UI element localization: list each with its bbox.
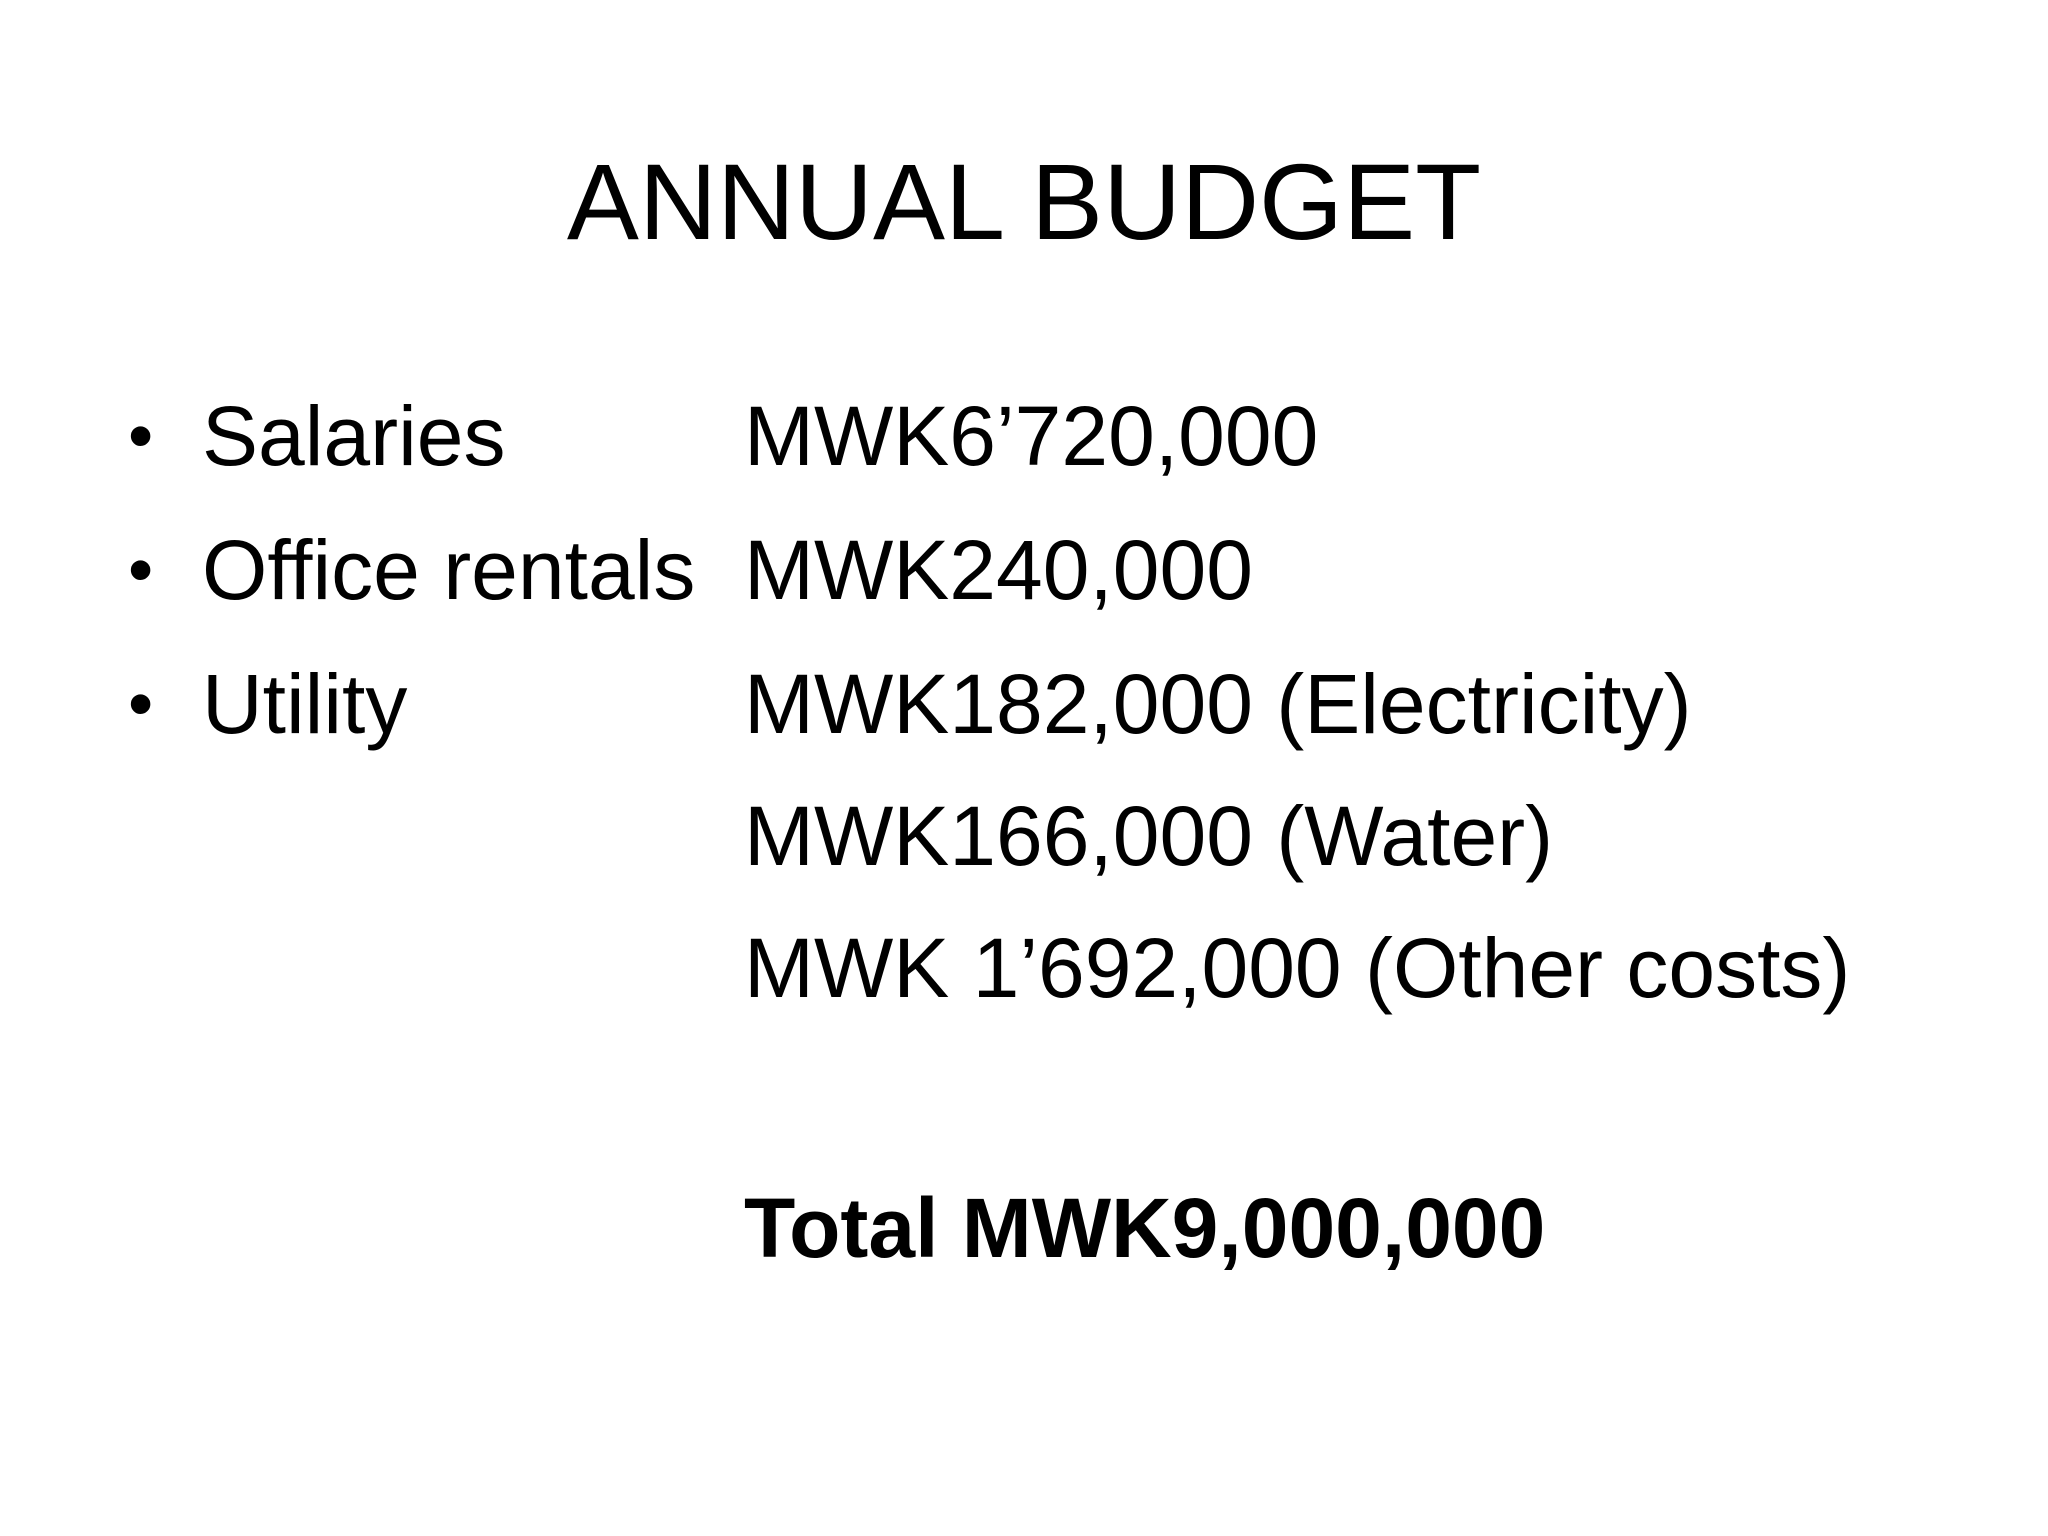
- budget-item-value: MWK182,000 (Electricity): [744, 657, 1692, 751]
- budget-subitem-value: MWK 1’692,000 (Other costs): [744, 921, 1851, 1015]
- budget-item-value: MWK6’720,000: [744, 389, 1319, 483]
- bullet-icon: •: [128, 530, 154, 610]
- slide-title: ANNUAL BUDGET: [566, 141, 1482, 262]
- budget-item-label: Office rentals: [202, 523, 696, 617]
- budget-total: Total MWK9,000,000: [744, 1181, 1546, 1275]
- budget-subitem-value: MWK166,000 (Water): [744, 789, 1554, 883]
- bullet-icon: •: [128, 396, 154, 476]
- bullet-icon: •: [128, 664, 154, 744]
- budget-item-label: Salaries: [202, 389, 506, 483]
- budget-item-label: Utility: [202, 657, 408, 751]
- budget-item-value: MWK240,000: [744, 523, 1253, 617]
